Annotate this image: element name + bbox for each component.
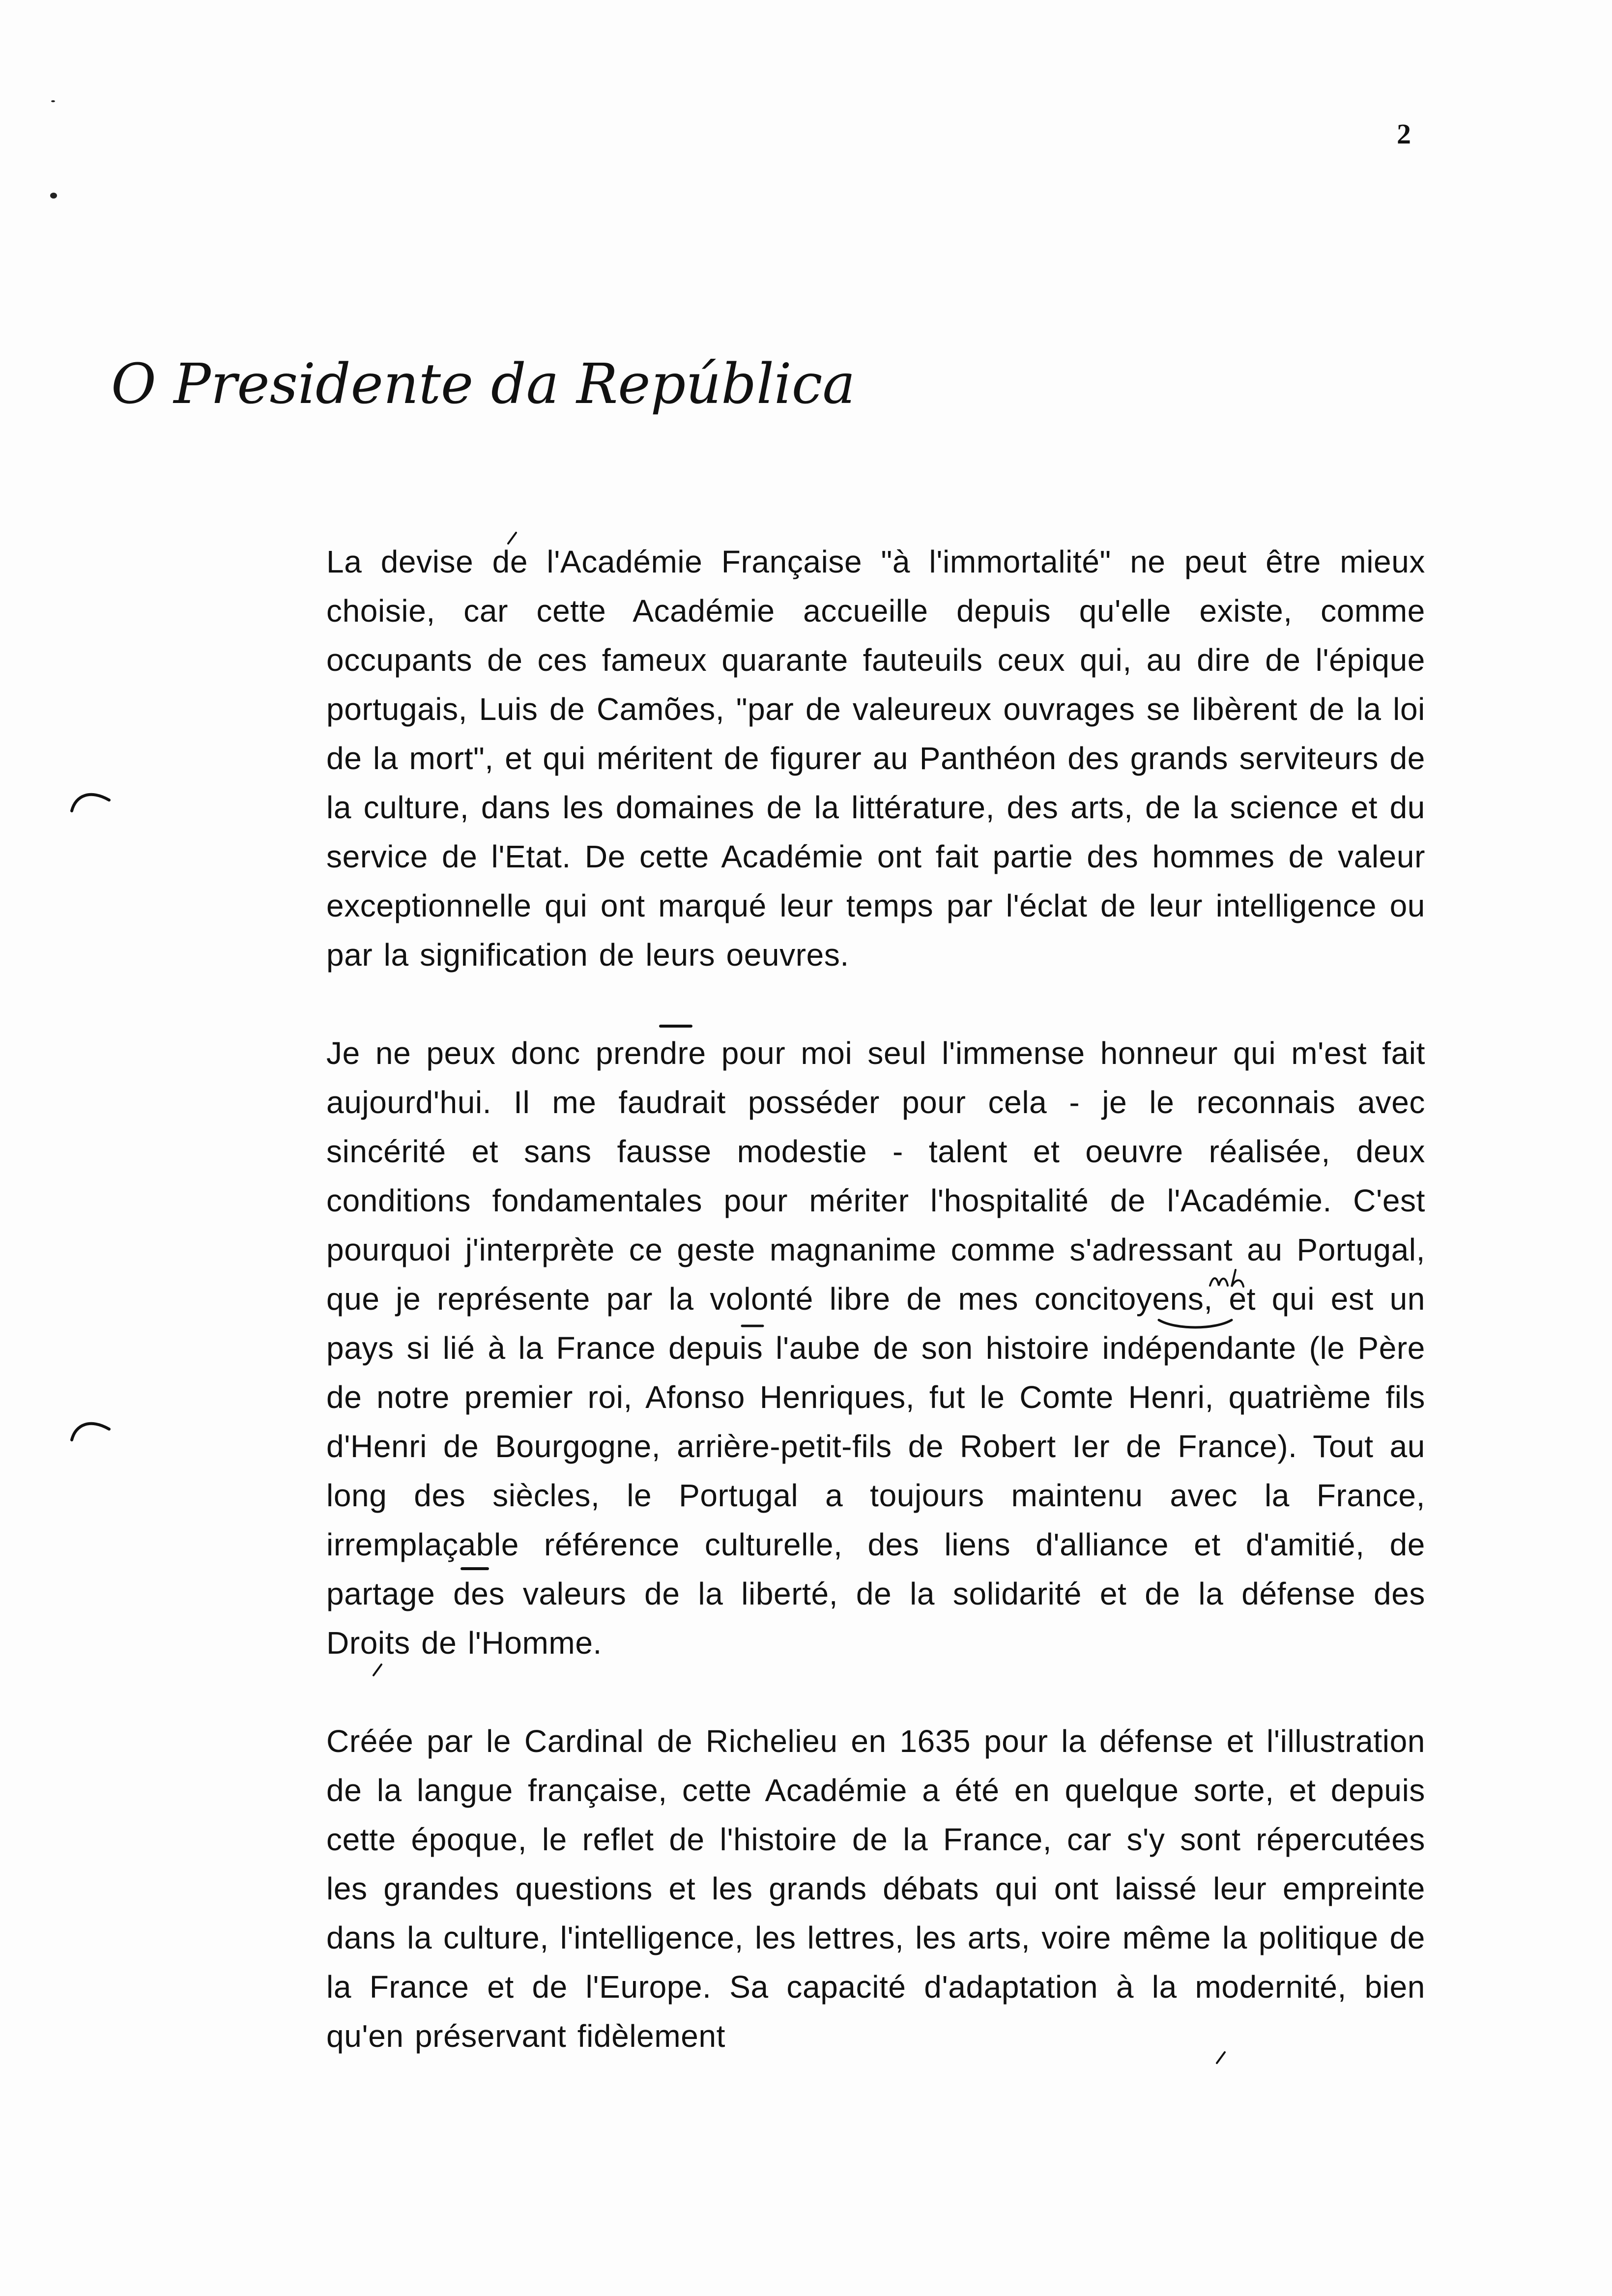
- paragraph: Je ne peux donc prendre pour moi seul l'immense honneur qui m'est fait aujourd'hui. Il me faudrait posséder pour cela - je le reconnais avec sincérité et sans fausse modestie - talent et oeuvre réalisée, deux conditions fondamentales pour mériter l'hospitalité de l'Académie. C'est pourquoi j'interprète ce geste magnanime comme s'adressant au Portugal, que je représente par la volonté libre de mes concitoyens, et qui est un pays si lié à la France depuis l'aube de son histoire indépendante (le Père de notre premier roi, Afonso Henriques, fut le Comte Henri, quatrième fils d'Henri de Bourgogne, arrière-petit-fils de Robert Ier de France). Tout au long des siècles, le Portugal a toujours maintenu avec la France, irremplaçable référence culturelle, des liens d'alliance et d'amitié, de partage des valeurs de la liberté, de la solidarité et de la défense des Droits de l'Homme.: [326, 1035, 1425, 1661]
- letterhead-logo: [107, 344, 856, 432]
- paragraph: Créée par le Cardinal de Richelieu en 1635 pour la défense et l'illustration de la langue française, cette Académie a été en quelque sorte, et depuis cette époque, le reflet de l'histoire de la France, car s'y sont répercutées les grandes questions et les grands débats qui ont laissé leur empreinte dans la culture, l'intelligence, les lettres, les arts, voire même la politique de la France et de l'Europe. Sa capacité d'adaptation à la modernité, bien qu'en préservant fidèlement: [326, 1723, 1425, 2054]
- letterhead-text: O Presidente da República: [111, 352, 856, 416]
- paragraph: La devise de l'Académie Française "à l'immortalité" ne peut être mieux choisie, car cette Académie accueille depuis qu'elle existe, comme occupants de ces fameux quarante fauteuils ceux qui, au dire de l'épique portugais, Luis de Camões, "par de valeureux ouvrages se libèrent de la loi de la mort", et qui méritent de figurer au Panthéon des grands serviteurs de la culture, dans les domaines de la littérature, des arts, de la science et du service de l'Etat. De cette Académie ont fait partie des hommes de valeur exceptionnelle qui ont marqué leur temps par l'éclat de leur intelligence ou par la signification de leurs oeuvres.: [326, 544, 1425, 973]
- scan-speck: [50, 193, 57, 199]
- margin-mark: [69, 1414, 113, 1444]
- body-text: [326, 537, 1425, 2110]
- scan-speck: [51, 100, 55, 102]
- page-number: 2: [1397, 118, 1411, 150]
- margin-mark: [69, 785, 113, 815]
